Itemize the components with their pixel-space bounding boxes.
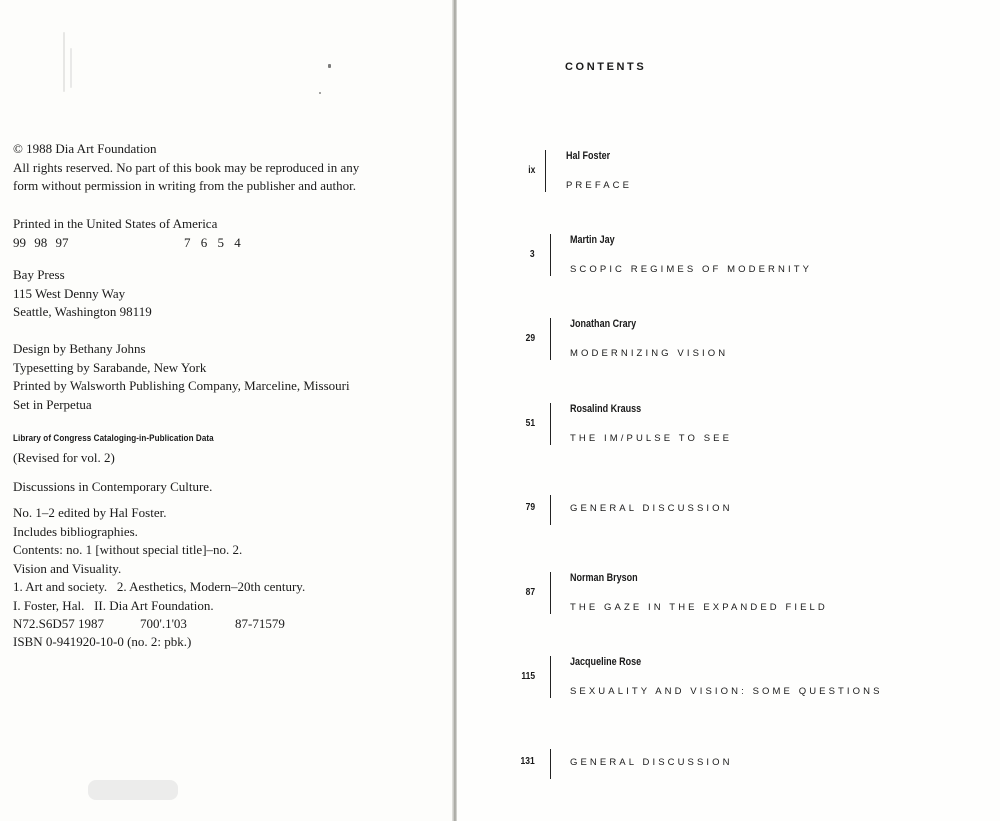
rights-line: form without permission in writing from the publisher and author. [13, 178, 357, 193]
copyright-line: © 1988 Dia Art Foundation [13, 141, 157, 156]
cip-revised: (Revised for vol. 2) [13, 449, 115, 465]
credit-line: Typesetting by Sarabande, New York [13, 359, 207, 375]
toc-entry [500, 150, 950, 210]
cip-block [13, 430, 249, 467]
toc-page-number: 131 [520, 756, 535, 767]
credit-line: Printed by Walsworth Publishing Company, Marceline, Missouri [13, 378, 350, 393]
toc-title: THE GAZE IN THE EXPANDED FIELD [570, 602, 828, 613]
toc-author: Rosalind Krauss [570, 403, 642, 415]
toc-author: Jonathan Crary [570, 318, 637, 330]
ink-smudge [63, 32, 65, 92]
toc-title: PREFACE [566, 180, 633, 191]
toc-author: Norman Bryson [570, 572, 638, 584]
toc-title: SCOPIC REGIMES OF MODERNITY [570, 264, 813, 275]
print-years: 99 98 97 [13, 234, 69, 250]
ink-smudge [70, 48, 72, 88]
toc-entry [500, 403, 950, 463]
catalog-numbers [13, 615, 305, 633]
rights-line: All rights reserved. No part of this book may be reproduced in any [13, 159, 360, 175]
toc-entry [500, 656, 950, 716]
copyright-page [0, 0, 452, 821]
publisher-line: Bay Press [13, 267, 65, 282]
lccn: 87-71579 [235, 616, 285, 631]
ink-smudge [88, 780, 178, 800]
toc-rule [550, 572, 551, 614]
printing-numbers [13, 234, 241, 252]
toc-page-number: 3 [530, 249, 535, 260]
toc-entry [500, 572, 950, 632]
publisher-address [13, 266, 152, 322]
credits-block [13, 340, 350, 414]
cip-line: 1. Art and society. 2. Aesthetics, Modern–20th century. [13, 579, 306, 594]
toc-rule [550, 318, 551, 360]
toc-author: Martin Jay [570, 234, 615, 246]
printed-in-line: Printed in the United States of America [13, 216, 218, 231]
cip-line: Includes bibliographies. [13, 523, 138, 539]
toc-page-number: ix [527, 165, 535, 176]
ink-smudge [328, 64, 331, 68]
copyright-block [13, 140, 359, 196]
print-run-numbers: 7 6 5 4 [184, 234, 241, 250]
toc-page-number: 29 [525, 333, 535, 344]
toc-author: Jacqueline Rose [570, 656, 642, 668]
toc-page-number: 51 [525, 418, 535, 429]
toc-title: THE IM/PULSE TO SEE [570, 433, 733, 444]
toc-rule [550, 403, 551, 445]
cip-line: I. Foster, Hal. II. Dia Art Foundation. [13, 597, 214, 613]
toc-title: MODERNIZING VISION [570, 348, 729, 359]
toc-title: SEXUALITY AND VISION: SOME QUESTIONS [570, 686, 883, 697]
publisher-line: Seattle, Washington 98119 [13, 304, 152, 319]
cip-line: Vision and Visuality. [13, 560, 122, 576]
toc-rule [545, 150, 546, 192]
cip-details [13, 504, 305, 652]
call-number: N72.S6D57 1987 [13, 616, 105, 631]
dewey-number: 700'.1'03 [140, 616, 187, 631]
cip-line: Contents: no. 1 [without special title]–no. 2. [13, 542, 243, 557]
toc-page-number: 87 [525, 587, 535, 598]
cip-heading: Library of Congress Cataloging-in-Publication Data [13, 433, 214, 444]
toc-entry [500, 234, 950, 294]
toc-title: GENERAL DISCUSSION [570, 503, 733, 514]
toc-author: Hal Foster [566, 150, 611, 162]
credit-line: Design by Bethany Johns [13, 341, 146, 356]
printing-block [13, 215, 241, 252]
toc-title: GENERAL DISCUSSION [570, 757, 733, 768]
isbn-line: ISBN 0-941920-10-0 (no. 2: pbk.) [13, 634, 192, 649]
toc-page-number: 115 [521, 671, 535, 682]
toc-entry [500, 749, 950, 809]
ink-smudge [319, 92, 321, 94]
toc-entry [500, 495, 950, 555]
toc-rule [550, 656, 551, 698]
toc-rule [550, 495, 551, 525]
series-title: Discussions in Contemporary Culture. [13, 479, 213, 494]
toc-page-number: 79 [525, 502, 535, 513]
toc-rule [550, 749, 551, 779]
publisher-line: 115 West Denny Way [13, 285, 126, 301]
toc-rule [550, 234, 551, 276]
contents-heading: CONTENTS [565, 61, 647, 73]
credit-line: Set in Perpetua [13, 396, 92, 412]
cip-line: No. 1–2 edited by Hal Foster. [13, 505, 167, 520]
toc-entry [500, 318, 950, 378]
